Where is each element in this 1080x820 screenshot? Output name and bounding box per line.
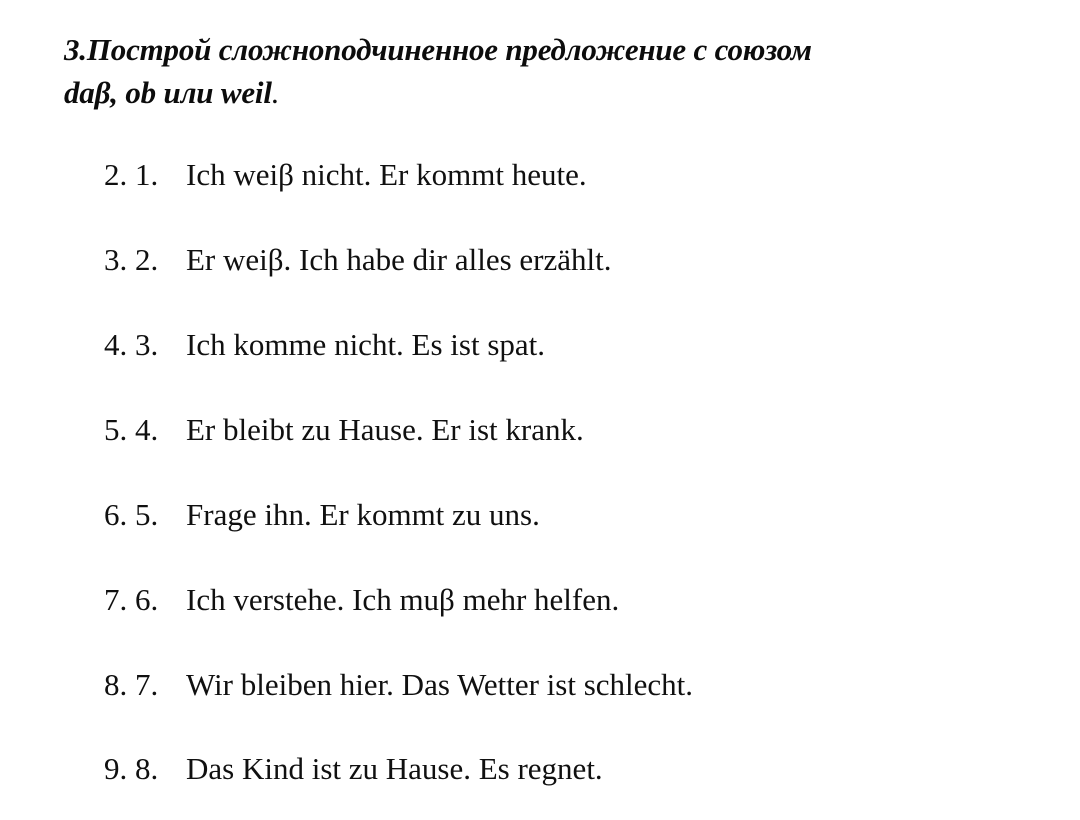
exercise-item — [104, 663, 1004, 707]
exercise-sentence: Ich komme nicht. Es ist spat. — [186, 327, 546, 362]
exercise-sentence: Ich weiβ nicht. Er kommt heute. — [186, 157, 587, 192]
exercise-number: 9. 8. — [104, 751, 159, 786]
exercise-number: 3. 2. — [104, 242, 159, 277]
exercise-item — [104, 578, 1004, 622]
task-heading — [64, 28, 1024, 114]
exercise-item — [104, 493, 1004, 537]
exercise-sentence: Das Kind ist zu Hause. Es regnet. — [186, 751, 603, 786]
exercise-number: 7. 6. — [104, 582, 159, 617]
exercise-item — [104, 153, 1004, 197]
exercise-sentence: Wir bleiben hier. Das Wetter ist schlecht. — [186, 667, 694, 702]
exercise-item — [104, 323, 1004, 367]
task-heading-period: . — [271, 75, 280, 110]
exercise-item — [104, 747, 1004, 791]
exercise-sentence: Frage ihn. Er kommt zu uns. — [186, 497, 540, 532]
exercise-sentence: Er bleibt zu Hause. Er ist krank. — [186, 412, 584, 447]
exercise-number: 6. 5. — [104, 497, 159, 532]
exercise-number: 2. 1. — [104, 157, 159, 192]
exercise-sentence: Ich verstehe. Ich muβ mehr helfen. — [186, 582, 620, 617]
exercise-number: 4. 3. — [104, 327, 159, 362]
exercise-number: 5. 4. — [104, 412, 159, 447]
task-heading-conjunctions: daβ, ob или weil — [64, 75, 272, 110]
task-heading-line-1: 3.Построй сложноподчиненное предложение с союзом — [64, 32, 812, 67]
exercise-item — [104, 408, 1004, 452]
task-heading-line-2 — [64, 71, 1024, 114]
exercise-item — [104, 238, 1004, 282]
exercise-sentence: Er weiβ. Ich habe dir alles erzählt. — [186, 242, 612, 277]
exercise-number: 8. 7. — [104, 667, 159, 702]
